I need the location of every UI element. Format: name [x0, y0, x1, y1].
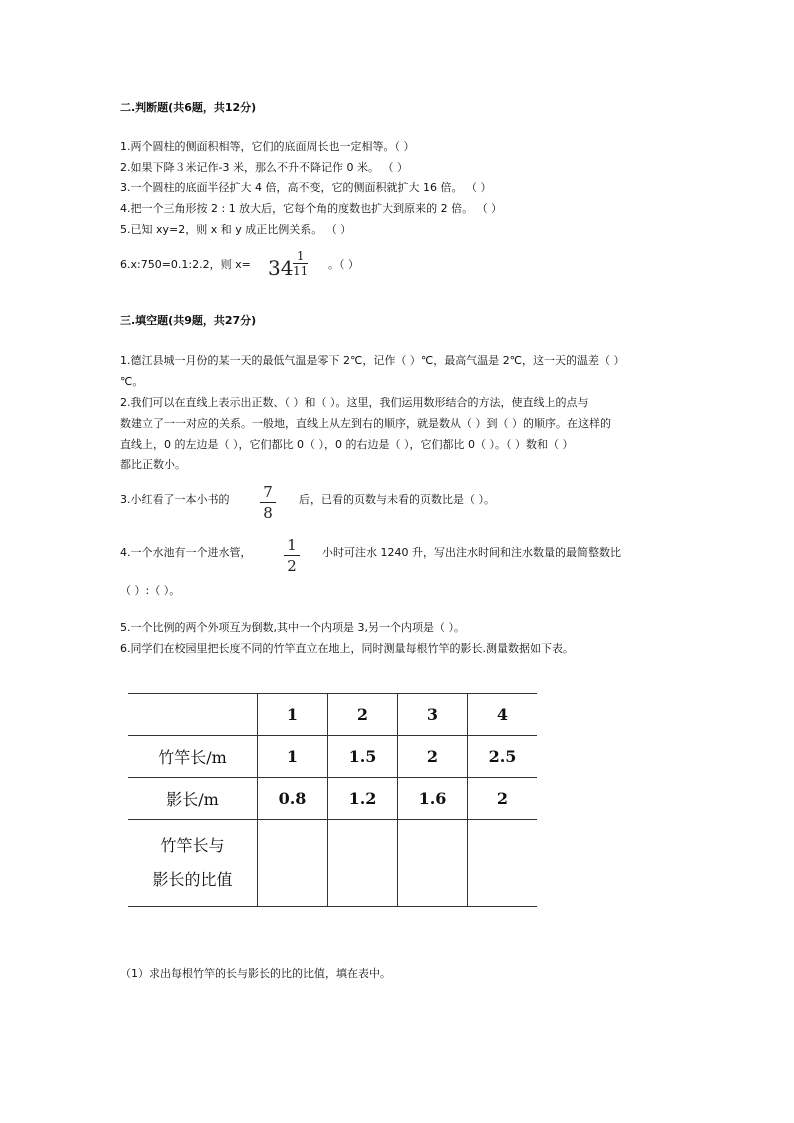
judge-q4: 4.把一个三角形按 2 : 1 放大后，它每个角的度数也扩大到原来的 2 倍。 （ ）	[120, 202, 503, 215]
fill-q2-line1: 2.我们可以在直线上表示出正数、（ ）和（ ）。这里，我们运用数形结合的方法，使直线上的点与	[120, 396, 589, 409]
fill-q1-line2: ℃。	[120, 375, 144, 388]
fill-q4-suffix: 小时可注水 1240 升，写出注水时间和注水数量的最简整数比	[322, 546, 621, 559]
mixed-denominator: 11	[293, 264, 309, 278]
table-row	[128, 820, 537, 907]
table-answer-cell[interactable]	[468, 820, 538, 907]
table-header-cell: 4	[468, 694, 538, 736]
row-label-shadow-length: 影长/m	[128, 778, 258, 820]
fraction-numerator: 1	[287, 536, 297, 554]
fill-q4-prefix: 4.一个水池有一个进水管，	[120, 546, 252, 559]
table-header-cell: 2	[328, 694, 398, 736]
table-cell: 1.6	[398, 778, 468, 820]
table-cell: 2	[398, 736, 468, 778]
fill-q5: 5.一个比例的两个外项互为倒数,其中一个内项是 3,另一个内项是（ ）。	[120, 621, 465, 634]
table-cell: 1	[258, 736, 328, 778]
fill-q3-prefix: 3.小红看了一本小书的	[120, 493, 230, 506]
table-corner-cell	[128, 694, 258, 736]
fill-q4-line2: （ ）:（ ）。	[120, 584, 181, 597]
judge-q3: 3.一个圆柱的底面半径扩大 4 倍，高不变，它的侧面积就扩大 16 倍。 （ ）	[120, 181, 492, 194]
judge-q1: 1.两个圆柱的侧面积相等，它们的底面周长也一定相等。（ ）	[120, 140, 415, 153]
table-answer-cell[interactable]	[398, 820, 468, 907]
fraction-denominator: 8	[263, 504, 273, 522]
table-cell: 1.5	[328, 736, 398, 778]
judge-q6-mixed-number	[268, 250, 313, 284]
table-cell: 1.2	[328, 778, 398, 820]
judge-q6-prefix: 6.x:750=0.1:2.2，则 x=	[120, 258, 251, 271]
mixed-fraction	[293, 250, 308, 277]
table-answer-cell[interactable]	[328, 820, 398, 907]
table-cell: 2	[468, 778, 538, 820]
table-answer-cell[interactable]	[258, 820, 328, 907]
row-label-ratio-line2: 影长的比值	[152, 870, 233, 889]
table-row	[128, 736, 537, 778]
mixed-whole: 34	[268, 256, 294, 280]
mixed-numerator: 1	[296, 249, 305, 263]
judge-q2: 2.如果下降３米记作-3 米，那么不升不降记作 0 米。 （ ）	[120, 161, 408, 174]
fill-q6: 6.同学们在校园里把长度不同的竹竿直立在地上，同时测量每根竹竿的影长.测量数据如下表。	[120, 642, 574, 655]
row-label-ratio	[128, 820, 258, 907]
judge-q6-suffix: 。（ ）	[328, 258, 359, 271]
judge-q5: 5.已知 xy=2，则 x 和 y 成正比例关系。 （ ）	[120, 223, 352, 236]
table-cell: 0.8	[258, 778, 328, 820]
fill-q4-fraction	[284, 537, 300, 574]
table-header-cell: 1	[258, 694, 328, 736]
sub-question-1: （1）求出每根竹竿的长与影长的比的比值，填在表中。	[120, 967, 391, 980]
row-label-ratio-line1: 竹竿长与	[160, 836, 225, 855]
fill-q2-line2: 数建立了一一对应的关系。一般地，直线上从左到右的顺序，就是数从（ ）到（ ）的顺序。在这样的	[120, 417, 611, 430]
table-header-cell: 3	[398, 694, 468, 736]
fill-q2-line3: 直线上，0 的左边是（ ），它们都比 0（ ），0 的右边是（ ），它们都比 0（ ）。（ ）数和（ ）	[120, 438, 574, 451]
table-row	[128, 778, 537, 820]
fraction-denominator: 2	[287, 557, 297, 575]
fill-q3-fraction	[260, 484, 276, 521]
fraction-numerator: 7	[263, 483, 273, 501]
section3-heading: 三.填空题(共9题，共27分)	[120, 314, 257, 327]
fill-q3-suffix: 后，已看的页数与未看的页数比是（ ）。	[299, 493, 495, 506]
row-label-bamboo-length: 竹竿长/m	[128, 736, 258, 778]
section2-heading: 二.判断题(共6题，共12分)	[120, 101, 257, 114]
fraction-bar	[260, 502, 276, 503]
fill-q1-line1: 1.德江县城一月份的某一天的最低气温是零下 2℃，记作（ ）℃，最高气温是 2℃，这一天的温差（ ）	[120, 354, 625, 367]
fill-q2-line4: 都比正数小。	[120, 458, 186, 471]
table-cell: 2.5	[468, 736, 538, 778]
fraction-bar	[284, 555, 300, 556]
table-header-row	[128, 694, 537, 736]
bamboo-shadow-table	[128, 693, 537, 907]
